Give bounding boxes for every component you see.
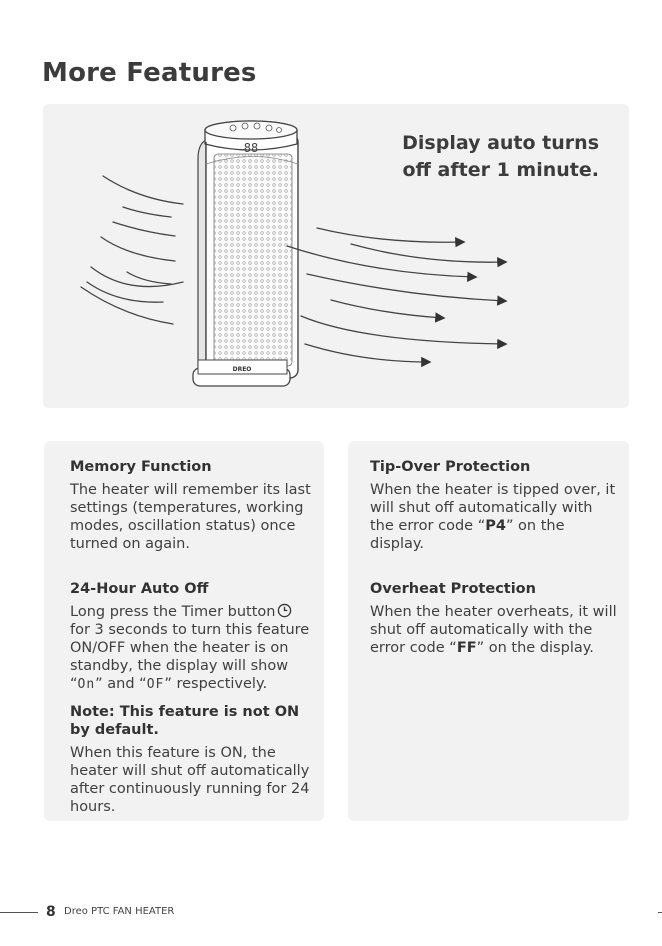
- footer-corner-mark: [658, 912, 662, 913]
- overheat-title: Overheat Protection: [370, 581, 536, 597]
- hero-illustration-panel: [43, 104, 629, 408]
- auto-off-line-3: ON/OFF when the heater is on: [70, 640, 289, 656]
- caption-line-1: Display auto turns: [402, 132, 599, 154]
- left-feature-card: [44, 441, 324, 821]
- brand-logo: DREO: [232, 366, 252, 373]
- air-intake-lines: [81, 176, 183, 324]
- memory-function-title: Memory Function: [70, 459, 212, 475]
- quote-end: ” respectively.: [164, 676, 268, 692]
- auto-off-line-4: standby, the display will show: [70, 658, 289, 674]
- tip-over-title: Tip-Over Protection: [370, 459, 531, 475]
- page-title: More Features: [42, 58, 257, 88]
- auto-off-line-2: for 3 seconds to turn this feature: [70, 622, 310, 638]
- tip-over-text-end: ” on the display.: [370, 518, 565, 552]
- on-display-code: On: [77, 677, 96, 692]
- tip-over-body: [370, 481, 620, 553]
- memory-function-body: The heater will remember its last settings (temperatures, working modes, oscillation status) once turned on again.: [70, 482, 311, 552]
- display-auto-off-caption: [402, 130, 599, 184]
- air-output-lines: [287, 228, 505, 362]
- quote-open: “: [70, 676, 78, 692]
- caption-line-2: off after 1 minute.: [402, 159, 599, 181]
- auto-off-after-text: When this feature is ON, the heater will shut off automatically after continuously running for 24 hours.: [70, 745, 310, 815]
- overheat-error-code: FF: [456, 640, 477, 656]
- clock-icon: [277, 603, 292, 618]
- heater-body: [193, 121, 298, 386]
- overheat-body: [370, 603, 620, 657]
- quote-mid: ” and “: [95, 676, 147, 692]
- tip-over-text-start: When the heater is tipped over, it will shut off automatically with the error code “: [370, 482, 616, 534]
- page-number: 8: [46, 904, 56, 920]
- off-display-code: OF: [146, 677, 165, 692]
- right-feature-card: [348, 441, 629, 821]
- auto-off-body: [70, 603, 322, 694]
- heater-display-digits: 88: [243, 141, 259, 155]
- overheat-text-start: When the heater overheats, it will shut off automatically with the error code “: [370, 604, 617, 656]
- footer-rule: [0, 912, 38, 913]
- footer-product-name: Dreo PTC FAN HEATER: [64, 906, 175, 917]
- tip-over-error-code: P4: [485, 518, 506, 534]
- overheat-text-end: ” on the display.: [476, 640, 594, 656]
- auto-off-note: Note: This feature is not ON by default.: [70, 704, 300, 738]
- auto-off-title: 24-Hour Auto Off: [70, 581, 209, 597]
- auto-off-line-1: Long press the Timer button: [70, 604, 276, 620]
